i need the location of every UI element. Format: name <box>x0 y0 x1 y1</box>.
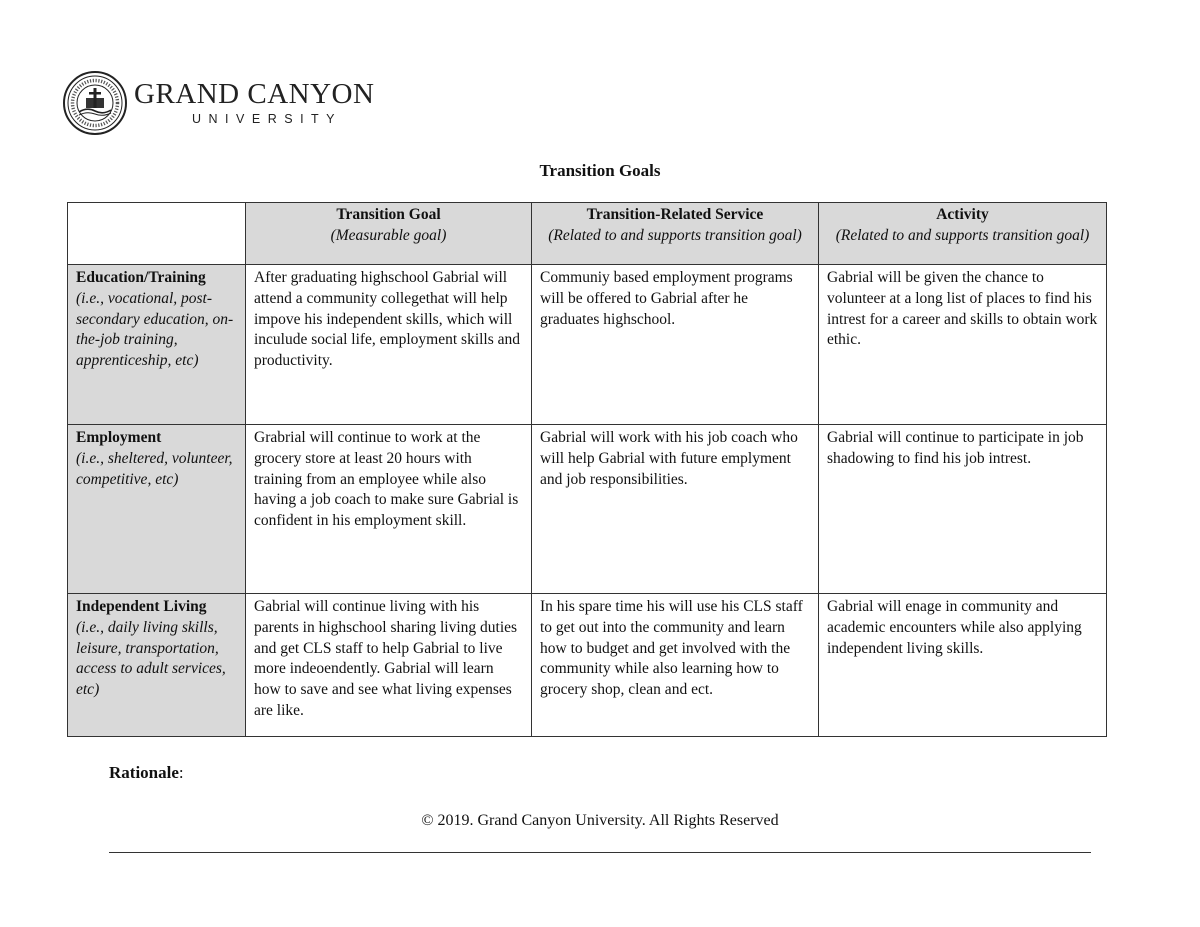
cell-text: Communiy based employment programs will be offered to Gabrial after he graduates highschool. <box>540 269 793 328</box>
cell-text: Gabrial will be given the chance to volunteer at a long list of places to find his intrest for a career and skills to obtain work ethic. <box>827 269 1098 349</box>
column-title: Activity <box>936 206 989 223</box>
row-header-employment <box>68 425 246 594</box>
rationale-label: Rationale <box>109 763 179 782</box>
table-header-row <box>68 203 1107 265</box>
table-cell <box>246 594 532 737</box>
row-title: Education/Training <box>76 269 206 286</box>
rationale-colon: : <box>178 763 184 782</box>
row-header-independent-living <box>68 594 246 737</box>
table-cell <box>246 425 532 594</box>
rationale-section <box>109 763 184 783</box>
cell-text: In his spare time his will use his CLS staff to get out into the community and learn how to budget and get involved with the community while also learning how to grocery shop, clean and ect. <box>540 598 803 699</box>
column-subtitle: (Related to and supports transition goal) <box>835 226 1090 244</box>
table-cell <box>819 425 1107 594</box>
university-logo <box>62 68 374 138</box>
column-title: Transition-Related Service <box>586 206 764 223</box>
column-subtitle: (Measurable goal) <box>330 226 447 244</box>
table-cell <box>819 594 1107 737</box>
logo-subtitle: UNIVERSITY <box>192 112 343 127</box>
table-cell <box>532 594 819 737</box>
column-header-activity <box>819 203 1107 265</box>
cell-text: Gabrial will work with his job coach who will help Gabrial with future emplyment and job responsibilities. <box>540 429 798 488</box>
cell-text: Gabrial will continue living with his parents in highschool sharing living duties and get CLS staff to help Gabrial to live more indeoendently. Gabrial will learn how to save and see what living expenses are like. <box>254 598 518 719</box>
cell-text: Gabrial will enage in community and academic encounters while also applying independent living skills. <box>827 598 1082 657</box>
cell-text: Grabrial will continue to work at the grocery store at least 20 hours with training from an employee while also having a job coach to make sure Gabrial is confident in his employment skill. <box>254 429 519 530</box>
table-cell <box>532 265 819 425</box>
row-title: Employment <box>76 429 162 446</box>
column-header-transition-goal <box>246 203 532 265</box>
table-row <box>68 265 1107 425</box>
university-seal-icon <box>62 70 128 136</box>
row-subtitle: (i.e., daily living skills, leisure, transportation, access to adult services, etc) <box>76 618 226 699</box>
column-header-transition-service <box>532 203 819 265</box>
table-cell <box>246 265 532 425</box>
corner-cell <box>68 203 246 265</box>
row-subtitle: (i.e., vocational, post-secondary education, on-the-job training, apprenticeship, etc) <box>76 289 234 370</box>
cell-text: Gabrial will continue to participate in job shadowing to find his job intrest. <box>827 429 1084 467</box>
footer-divider <box>109 852 1091 853</box>
column-subtitle: (Related to and supports transition goal) <box>548 226 802 244</box>
table-row <box>68 425 1107 594</box>
copyright-footer: © 2019. Grand Canyon University. All Rights Reserved <box>421 812 779 829</box>
page-title: Transition Goals <box>539 161 661 180</box>
table-cell <box>532 425 819 594</box>
table-row <box>68 594 1107 737</box>
logo-wordmark: GRAND CANYON <box>134 78 375 111</box>
column-title: Transition Goal <box>336 206 441 223</box>
row-subtitle: (i.e., sheltered, volunteer, competitive, etc) <box>76 449 233 488</box>
table-cell <box>819 265 1107 425</box>
row-title: Independent Living <box>76 598 207 615</box>
cell-text: After graduating highschool Gabrial will attend a community collegethat will help impove his independent skills, which will inculude social life, employment skills and productivity. <box>254 269 521 370</box>
row-header-education-training <box>68 265 246 425</box>
transition-goals-table <box>67 202 1107 737</box>
